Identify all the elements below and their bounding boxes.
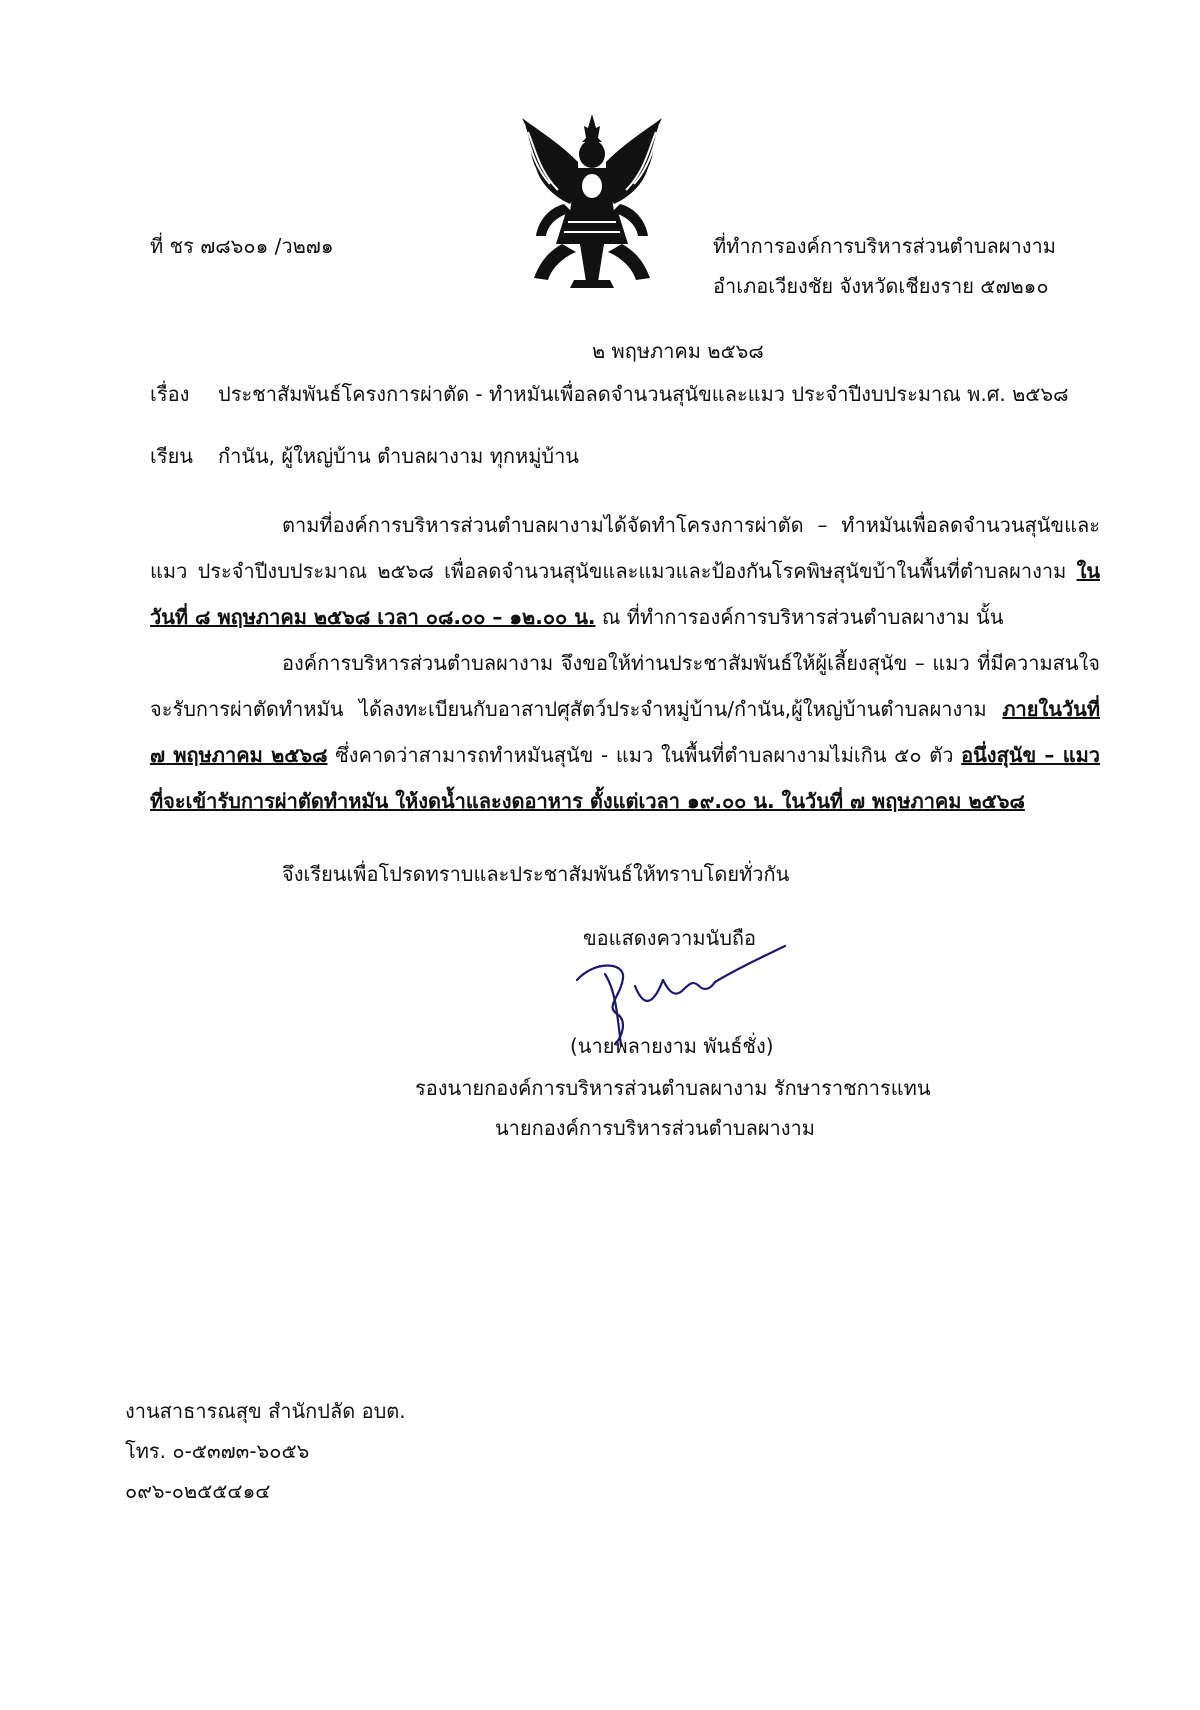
salutation-text: กำนัน, ผู้ใหญ่บ้าน ตำบลผางาม ทุกหมู่บ้าน <box>218 444 579 468</box>
office-address-line1: ที่ทำการองค์การบริหารส่วนตำบลผางาม <box>713 234 1056 258</box>
signer-title-line1: รองนายกองค์การบริหารส่วนตำบลผางาม รักษาราชการแทน <box>415 1076 931 1100</box>
subject-text: ประชาสัมพันธ์โครงการผ่าตัด - ทำหมันเพื่อลดจำนวนสุนัขและแมว ประจำปีงบประมาณ พ.ศ. ๒๕๖๘ <box>218 382 1069 406</box>
reference-number: ที่ ชร ๗๘๖๐๑ /ว๒๗๑ <box>150 234 334 258</box>
closing-sentence: จึงเรียนเพื่อโปรดทราบและประชาสัมพันธ์ให้ทราบโดยทั่วกัน <box>282 862 790 886</box>
garuda-emblem-icon <box>518 112 666 288</box>
salutation-label: เรียน <box>150 444 193 468</box>
p2-emphasis-1: ภายในวันที่ ๗ พฤษภาคม ๒๕๖๘ <box>150 697 1100 767</box>
body-paragraph-1 <box>150 502 1100 640</box>
p2-emphasis-2: อนึ่งสุนัข – แมว ที่จะเข้ารับการผ่าตัดทำหมัน ให้งดน้ำและงดอาหาร ตั้งแต่เวลา ๑๙.๐๐ น. ในวันที่ ๗ พฤษภาคม ๒๕๖๘ <box>150 743 1101 813</box>
letter-date: ๒ พฤษภาคม ๒๕๖๘ <box>592 339 764 363</box>
p2-text: องค์การบริหารส่วนตำบลผางาม จึงขอให้ท่านประชาสัมพันธ์ให้ผู้เลี้ยงสุนัข – แมว ที่มีความสนใจจะรับการผ่าตัดทำหมัน ได้ลงทะเบียนกับอาสาปศุสัตว์ประจำหมู่บ้าน/กำนัน,ผู้ใหญ่บ้านตำบลผางาม <box>150 651 1100 721</box>
regards-text: ขอแสดงความนับถือ <box>583 926 757 950</box>
p1-emphasis: ในวันที่ ๘ พฤษภาคม ๒๕๖๘ เวลา ๐๘.๐๐ – ๑๒.๐๐ น. <box>150 559 1100 629</box>
p2-middle: ซึ่งคาดว่าสามารถทำหมันสุนัข - แมว ในพื้นที่ตำบลผางามไม่เกิน ๕๐ ตัว <box>335 743 954 767</box>
signer-title-line2: นายกองค์การบริหารส่วนตำบลผางาม <box>495 1116 815 1140</box>
body-paragraph-2 <box>150 640 1100 824</box>
p1-text: ตามที่องค์การบริหารส่วนตำบลผางามได้จัดทำโครงการผ่าตัด – ทำหมันเพื่อลดจำนวนสุนัขและแมว ประจำปีงบประมาณ ๒๕๖๘ เพื่อลดจำนวนสุนัขและแมวและป้องกันโรคพิษสุนัขบ้าในพื้นที่ตำบลผางาม <box>150 513 1100 583</box>
signer-name: (นายพลายงาม พันธ์ชั่ง) <box>570 1034 774 1058</box>
p1-tail: ณ ที่ทำการองค์การบริหารส่วนตำบลผางาม นั้น <box>601 605 1004 629</box>
subject-label: เรื่อง <box>150 382 190 406</box>
footer-phone-2: ๐๙๖-๐๒๕๕๔๑๔ <box>125 1479 271 1503</box>
office-address-line2: อำเภอเวียงชัย จังหวัดเชียงราย ๕๗๒๑๐ <box>713 274 1049 298</box>
footer-department: งานสาธารณสุข สำนักปลัด อบต. <box>125 1399 406 1423</box>
footer-phone-1: โทร. ๐-๕๓๗๓-๖๐๕๖ <box>125 1439 310 1463</box>
